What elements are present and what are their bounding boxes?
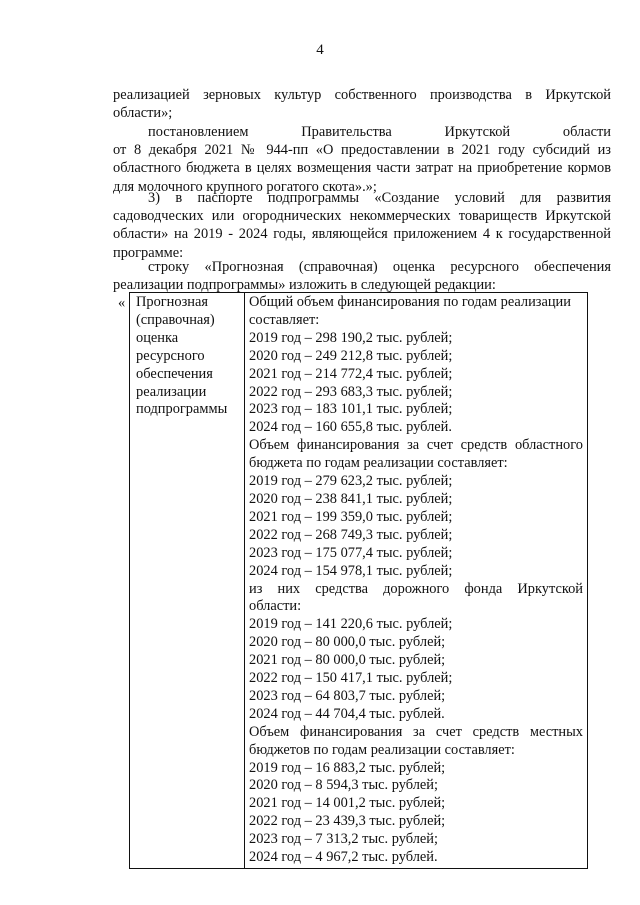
year-line: 2020 год – 249 212,8 тыс. рублей;	[249, 347, 453, 364]
year-line: 2019 год – 141 220,6 тыс. рублей;	[249, 616, 453, 633]
year-line: 2023 год – 175 077,4 тыс. рублей;	[249, 544, 453, 561]
table-row	[130, 293, 588, 869]
row-title-cell	[130, 293, 245, 869]
text-line: реализации подпрограммы» изложить в следующей редакции:	[113, 277, 496, 294]
text-line: Объем финансирования за счет средств областного	[249, 437, 583, 454]
text-line: реализации	[136, 383, 207, 400]
text-line: бюджета по годам реализации составляет:	[249, 455, 508, 472]
text-line: 3) в паспорте подпрограммы «Создание условий для развития	[148, 190, 611, 206]
text-line: постановлением Правительства Иркутской области	[148, 124, 611, 140]
text-line: Прогнозная	[136, 294, 208, 310]
year-line: 2024 год – 154 978,1 тыс. рублей;	[249, 562, 453, 579]
year-line: 2021 год – 214 772,4 тыс. рублей;	[249, 365, 453, 382]
text-line: для молочного крупного рогатого скота».»;	[113, 178, 377, 195]
text-line: садоводческих или огороднических некоммерческих товариществ Иркутской	[113, 208, 611, 225]
text-line: области:	[249, 598, 302, 615]
year-line: 2019 год – 16 883,2 тыс. рублей;	[249, 759, 446, 776]
text-line: реализацией зерновых культур собственного производства в Иркутской	[113, 87, 611, 103]
road-fund-section	[249, 581, 583, 724]
text-line: от 8 декабря 2021 № 944-пп «О предоставлении в 2021 году субсидий из	[113, 142, 611, 159]
paragraph-resolution	[113, 123, 611, 196]
paragraph-item-3	[113, 189, 611, 262]
year-line: 2024 год – 4 967,2 тыс. рублей.	[249, 849, 438, 866]
text-line: составляет:	[249, 311, 320, 328]
text-line: оценка	[136, 329, 179, 346]
text-line: ресурсного	[136, 347, 205, 364]
year-line: 2021 год – 80 000,0 тыс. рублей;	[249, 652, 446, 669]
paragraph-continuation	[113, 86, 611, 122]
text-line: Объем финансирования за счет средств местных	[249, 723, 583, 740]
year-line: 2021 год – 199 359,0 тыс. рублей;	[249, 508, 453, 525]
text-line: области» на 2019 - 2024 годы, являющейся приложением 4 к государственной	[113, 226, 611, 243]
year-line: 2023 год – 7 313,2 тыс. рублей;	[249, 831, 438, 848]
text-line: (справочная)	[136, 311, 215, 328]
text-line: строку «Прогнозная (справочная) оценка ресурсного обеспечения	[148, 259, 611, 275]
year-line: 2021 год – 14 001,2 тыс. рублей;	[249, 795, 446, 812]
text-line: из них средства дорожного фонда Иркутской	[249, 580, 583, 597]
paragraph-instruction	[113, 258, 611, 294]
year-line: 2020 год – 238 841,1 тыс. рублей;	[249, 490, 453, 507]
opening-quote: «	[118, 295, 126, 311]
year-line: 2022 год – 293 683,3 тыс. рублей;	[249, 383, 453, 400]
year-line: 2020 год – 8 594,3 тыс. рублей;	[249, 777, 438, 794]
year-line: 2023 год – 64 803,7 тыс. рублей;	[249, 687, 446, 704]
year-line: 2024 год – 160 655,8 тыс. рублей.	[249, 419, 452, 436]
year-line: 2022 год – 23 439,3 тыс. рублей;	[249, 813, 446, 830]
year-line: 2019 год – 279 623,2 тыс. рублей;	[249, 473, 453, 490]
year-line: 2022 год – 268 749,3 тыс. рублей;	[249, 526, 453, 543]
funding-cell	[245, 293, 588, 869]
regional-section	[249, 437, 583, 580]
text-line: Общий объем финансирования по годам реализации	[249, 294, 571, 310]
year-line: 2019 год – 298 190,2 тыс. рублей;	[249, 329, 453, 346]
page-number: 4	[316, 42, 324, 58]
text-line: области»;	[113, 105, 173, 122]
year-line: 2023 год – 183 101,1 тыс. рублей;	[249, 401, 453, 418]
text-line: бюджетов по годам реализации составляет:	[249, 741, 515, 758]
year-line: 2020 год – 80 000,0 тыс. рублей;	[249, 634, 446, 651]
resource-table	[129, 292, 588, 869]
year-line: 2024 год – 44 704,4 тыс. рублей.	[249, 705, 445, 722]
year-line: 2022 год – 150 417,1 тыс. рублей;	[249, 670, 453, 687]
total-section	[249, 294, 583, 437]
text-line: областного бюджета в целях возмещения части затрат на приобретение кормов	[113, 160, 611, 177]
text-line: обеспечения	[136, 365, 213, 382]
local-section	[249, 724, 583, 867]
text-line: подпрограммы	[136, 401, 228, 418]
text-line: программе:	[113, 244, 184, 261]
